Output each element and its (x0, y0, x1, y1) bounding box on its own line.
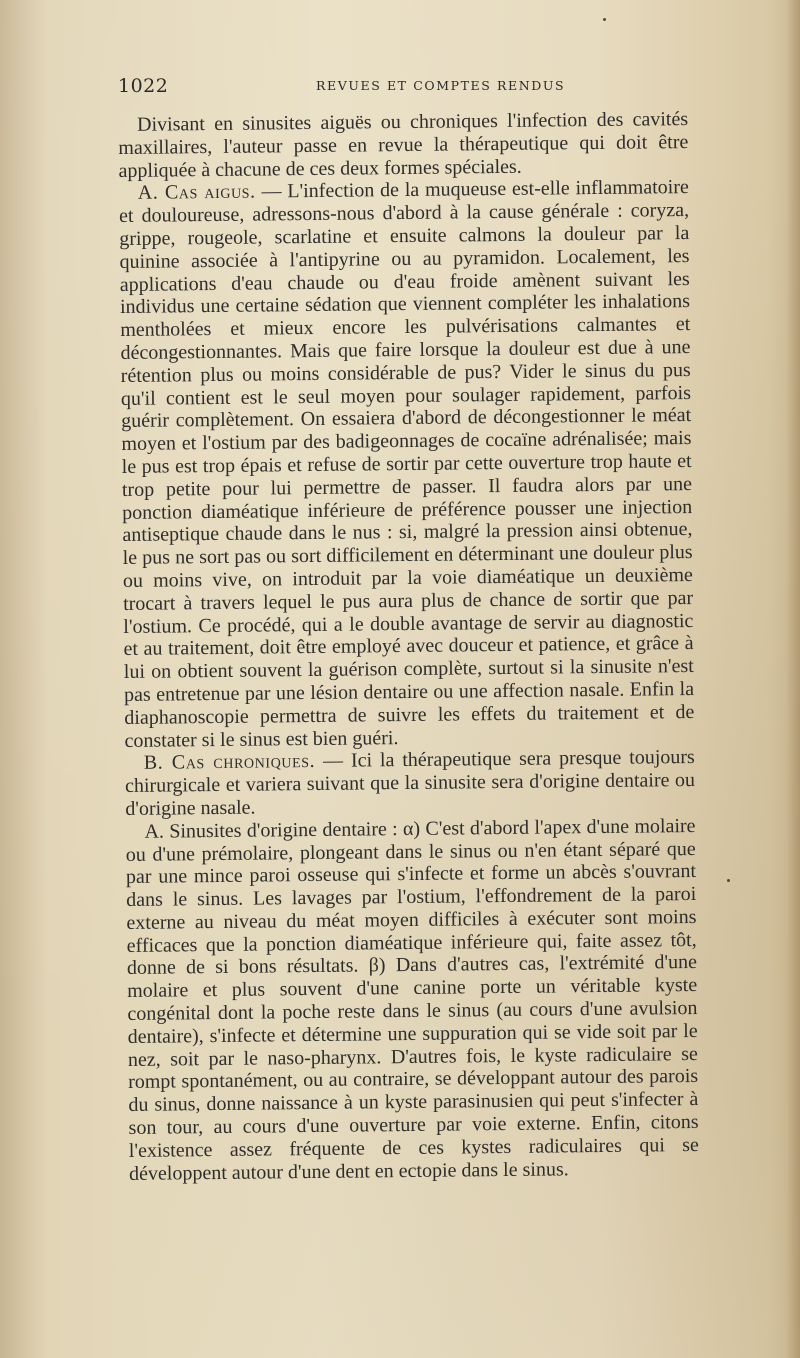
running-head: REVUES ET COMPTES RENDUS (316, 78, 566, 93)
section-heading-acute: A. Cas aigus. (137, 180, 256, 205)
paragraph-chronic-cases (125, 746, 696, 820)
paper-speck (727, 879, 730, 882)
paragraph-text: A. Sinusites d'origine dentaire : α) C'est d'abord l'apex d'une molaire ou d'une prémolaire, plongeant dans le sinus ou n'en étant séparé que par une mince paroi osseuse qui s'infecte et forme un abcès s'ouvrant dans le sinus. Les lavages par l'ostium, l'effondrement de la paroi externe au niveau du méat moyen difficiles à exécuter sont moins efficaces que la ponction diaméatique inférieure qui, faite assez tôt, donne de si bons résultats. β) Dans d'autres cas, l'extrémité d'une molaire et plus souvent d'une canine porte un véritable kyste congénital dont la poche reste dans le sinus (au cours d'une avulsion dentaire), s'infecte et détermine une suppuration qui se vide soit par le nez, soit par le naso-pharynx. D'autres fois, le kyste radiculaire se rompt spontanément, ou au contraire, se développant autour des parois du sinus, donne naissance à un kyste parasinusien qui peut s'infecter à son tour, au cours d'une ouverture par voie externe. Enfin, citons l'existence assez fréquente de ces kystes radiculaires qui se développent autour d'une dent en ectopie dans le sinus. (125, 814, 699, 1185)
paragraph-text: — L'infection de la muqueuse est-elle inflammatoire et douloureuse, adressons-nous d'abord à la cause générale : coryza, grippe, rougeole, scarlatine et ensuite calmons la douleur par la quinine associée à l'antipyrine ou au pyramidon. Localement, les applications d'eau chaude ou d'eau froide amènent suivant les individus une certaine sédation que viennent compléter les inhalations mentholées et mieux encore les pulvérisations calmantes et décongestionnantes. Mais que faire lorsque la douleur est due à une rétention plus ou moins considérable de pus? Vider le sinus du pus qu'il contient est le seul moyen pour soulager rapidement, parfois guérir complètement. On essaiera d'abord de décongestionner le méat moyen et l'ostium par des badigeonnages de cocaïne adrénalisée; mais le pus est trop épais et refuse de sortir par cette ouverture trop haute et trop petite pour lui permettre de passer. Il faudra alors par une ponction diaméatique inférieure de préférence pousser une injection antiseptique chaude dans le nus : si, malgré la pression ainsi obtenue, le pus ne sort pas ou sort difficilement en déterminant une douleur plus ou moins vive, on introduit par la voie diaméatique un deuxième trocart à travers lequel le pus aura plus de chance de sortir que par l'ostium. Ce procédé, qui a le double avantage de servir au diagnostic et au traitement, doit être employé avec douceur et patience, et grâce à lui on obtient souvent la guérison complète, surtout si la sinusite n'est pas entretenue par une lésion dentaire ou une affection nasale. Enfin la diaphanoscopie permettra de suivre les effets du traitement et de constater si le sinus est bien guéri. (118, 176, 695, 752)
paper-speck (603, 18, 606, 21)
paragraph-text: Divisant en sinusites aiguës ou chroniques l'infection des cavités maxillaires, l'auteur passe en revue la thérapeutique qui doit être appliquée à chacune de ces deux formes spéciales. (118, 108, 689, 182)
page-header (118, 75, 708, 99)
paragraph-intro (118, 108, 689, 182)
section-heading-chronic: B. Cas chroniques. (143, 750, 316, 775)
paragraph-dental-origin (125, 815, 699, 1186)
page-edge-shadow (786, 0, 800, 1358)
page-number: 1022 (118, 75, 169, 97)
paragraph-acute-cases (119, 176, 695, 752)
paragraph-text: — Ici la thérapeutique sera presque toujours chirurgicale et variera suivant que la sinusite sera d'origine dentaire ou d'origine nasale. (124, 746, 696, 820)
article-body (118, 108, 699, 1185)
